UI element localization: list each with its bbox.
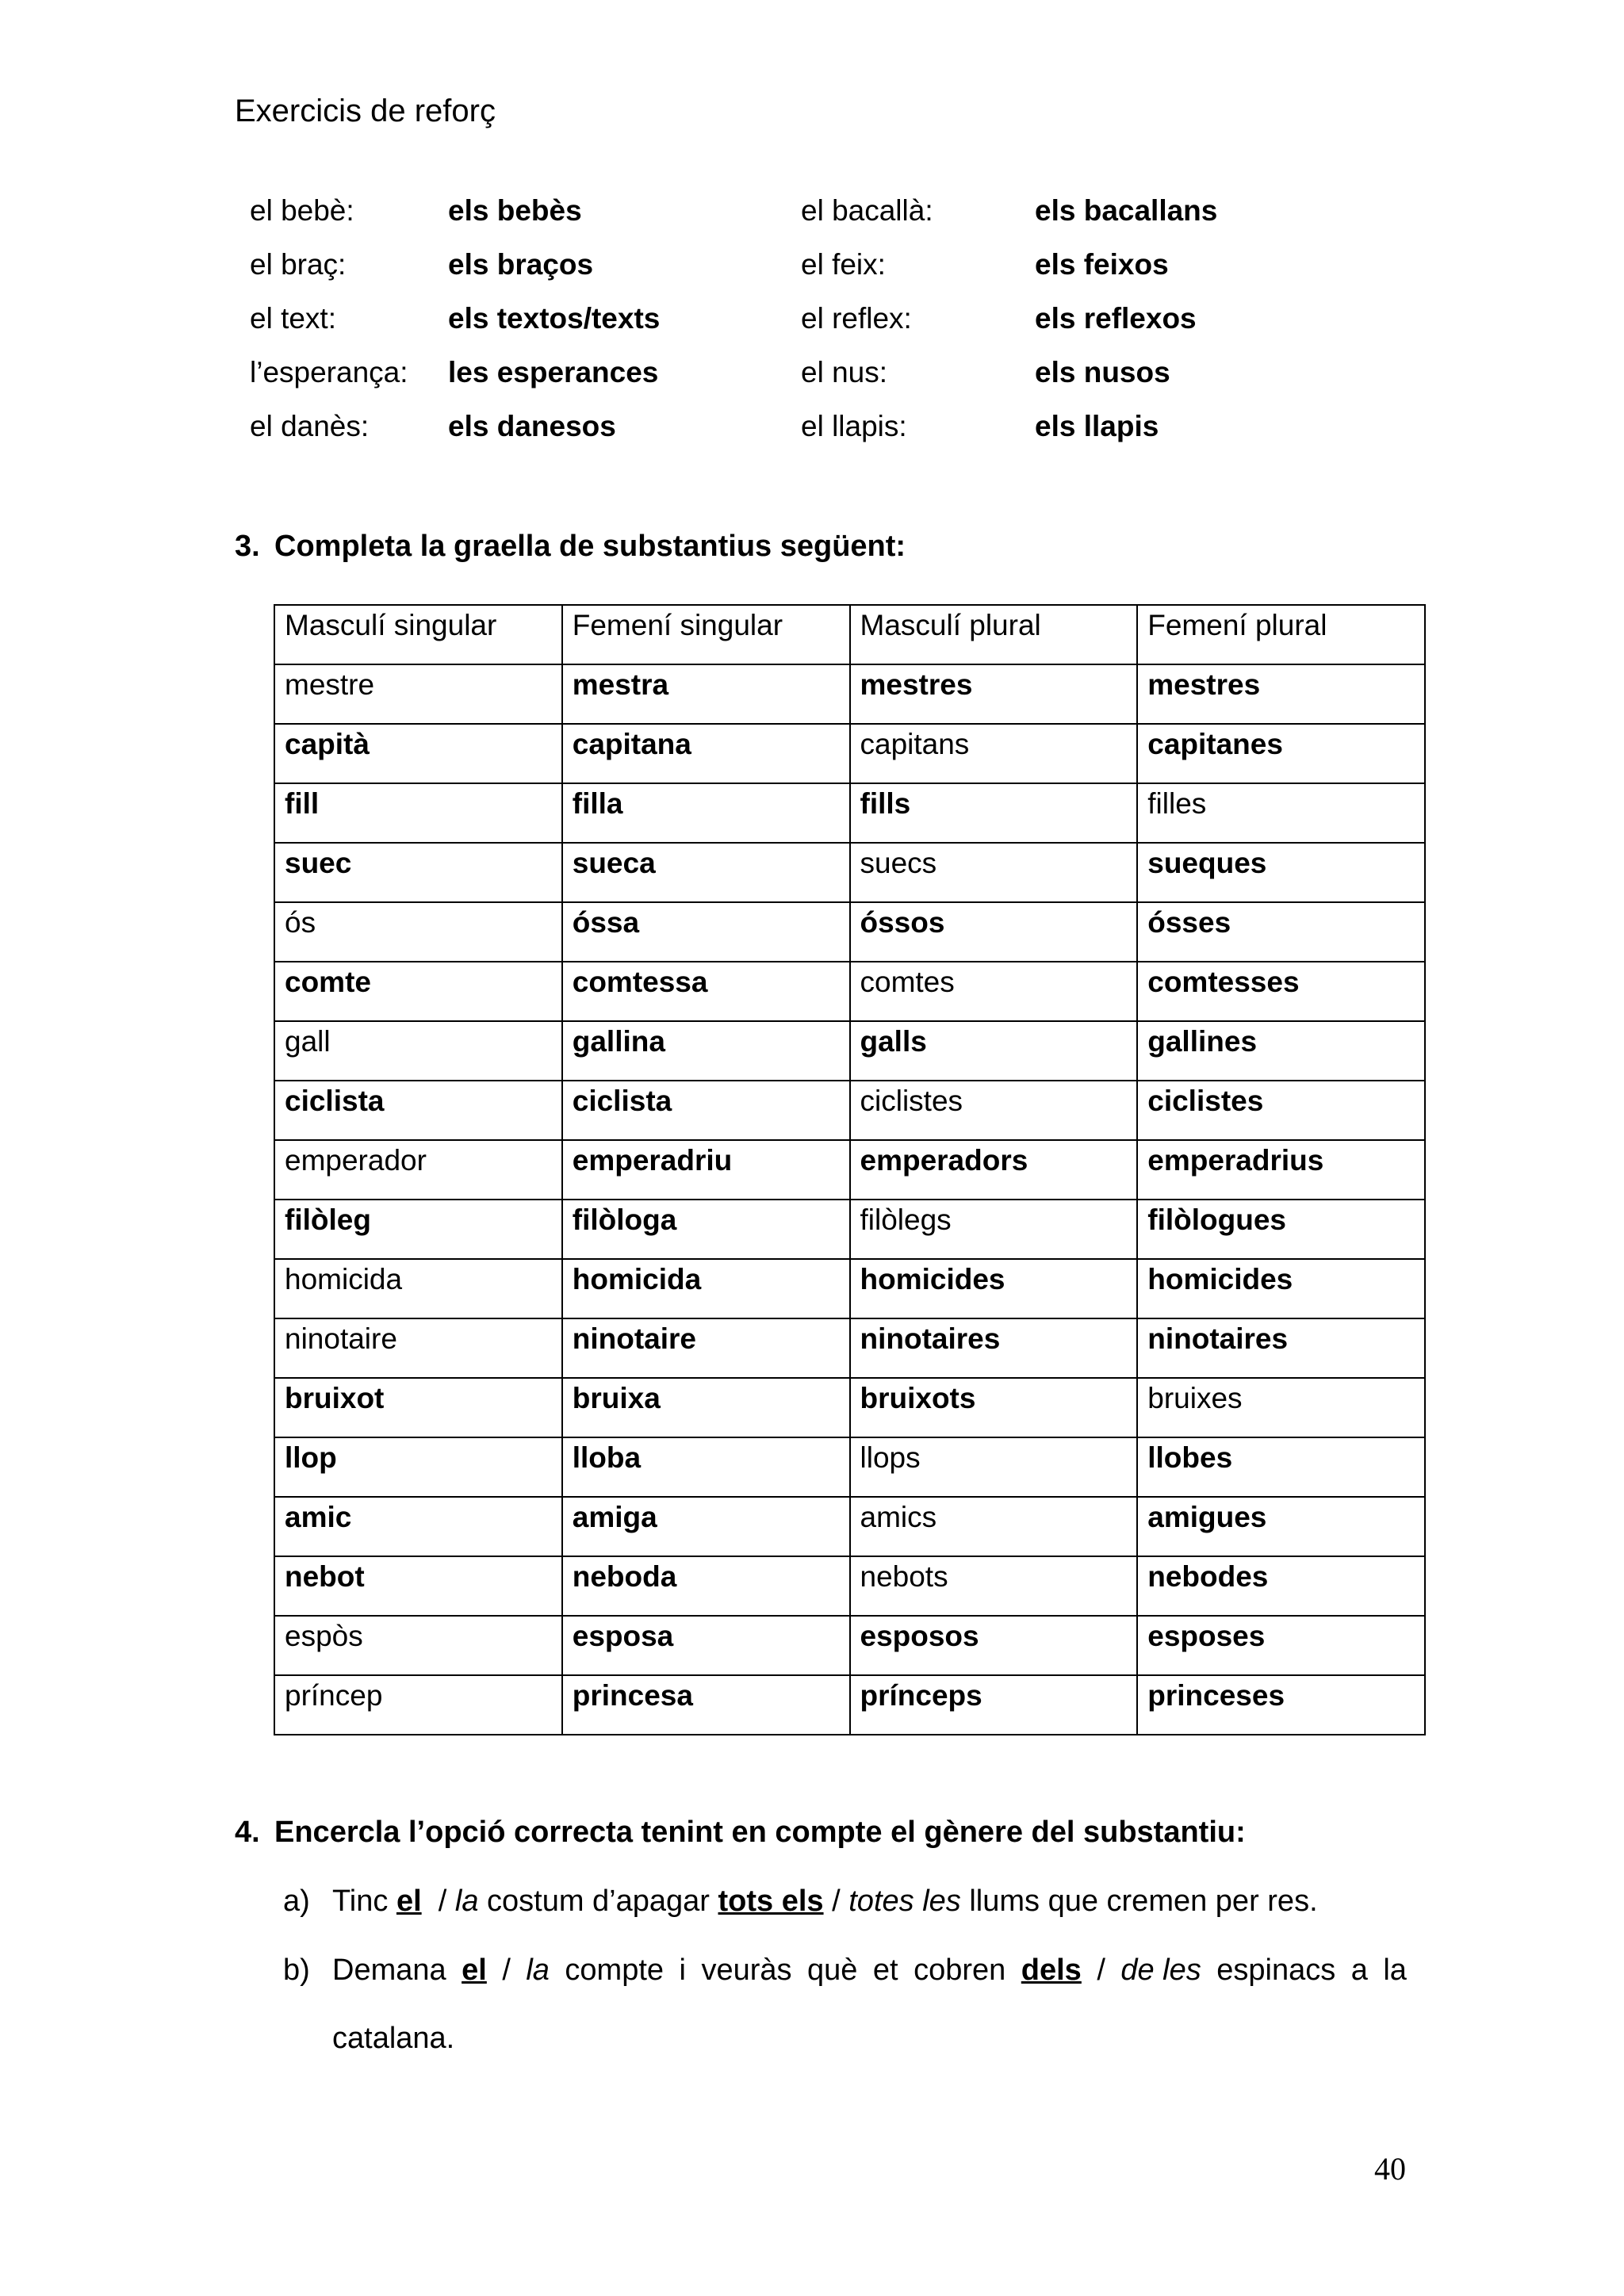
text-word: compte [565, 1954, 665, 1987]
grid-cell: príncep [274, 1675, 562, 1735]
page-number: 40 [1374, 2151, 1406, 2187]
plural-right: els nusos [1035, 356, 1170, 388]
table-row [274, 1437, 1425, 1497]
option-word[interactable]: de les [1120, 1954, 1201, 1987]
question-number: 3. [235, 530, 260, 563]
text-word: et [872, 1954, 898, 1987]
option-el[interactable]: el [396, 1885, 422, 1918]
grid-cell: llops [850, 1437, 1138, 1497]
grid-cell: lloba [562, 1437, 850, 1497]
plural-left: els braços [448, 248, 594, 281]
grid-cell: bruixot [274, 1378, 562, 1437]
grid-cell: ninotaires [850, 1318, 1138, 1378]
grid-cell: amics [850, 1497, 1138, 1556]
table-row [274, 902, 1425, 962]
text-segment: / [421, 1885, 455, 1918]
singular-right: el llapis: [801, 410, 907, 442]
table-row [274, 664, 1425, 724]
text-word: / [1097, 1954, 1105, 1987]
table-row [274, 1497, 1425, 1556]
grid-cell: ósses [1137, 902, 1425, 962]
text-segment: costum d’apagar [478, 1885, 718, 1918]
table-row [274, 1556, 1425, 1616]
grid-cell: comte [274, 962, 562, 1021]
grid-cell: filòlogues [1137, 1200, 1425, 1259]
table-row [274, 1675, 1425, 1735]
text-word: Demana [332, 1954, 446, 1987]
grid-cell: comtessa [562, 962, 850, 1021]
grid-cell: gallines [1137, 1021, 1425, 1081]
grid-cell: llop [274, 1437, 562, 1497]
text-word: veuràs [701, 1954, 792, 1987]
plural-right: els bacallans [1035, 194, 1218, 227]
grid-cell: prínceps [850, 1675, 1138, 1735]
grid-cell: filles [1137, 783, 1425, 843]
table-row [274, 1081, 1425, 1140]
grid-cell: esposes [1137, 1616, 1425, 1675]
text-word: i [679, 1954, 686, 1987]
grid-cell: amigues [1137, 1497, 1425, 1556]
grid-cell: gall [274, 1021, 562, 1081]
question-4-title [235, 1816, 1246, 1850]
table-row [274, 1259, 1425, 1318]
grid-cell: ciclistes [850, 1081, 1138, 1140]
grid-header-row [274, 605, 1425, 664]
grid-cell: princeses [1137, 1675, 1425, 1735]
grid-cell: emperadors [850, 1140, 1138, 1200]
grid-cell: ciclistes [1137, 1081, 1425, 1140]
grid-cell: filòlegs [850, 1200, 1138, 1259]
noun-grid [274, 604, 1426, 1735]
grid-cell: nebodes [1137, 1556, 1425, 1616]
grid-cell: suec [274, 843, 562, 902]
grid-cell: bruixes [1137, 1378, 1425, 1437]
singular-right: el reflex: [801, 302, 912, 335]
grid-cell: gallina [562, 1021, 850, 1081]
column-header: Masculí plural [850, 605, 1138, 664]
text-segment: / [823, 1885, 849, 1918]
grid-cell: amiga [562, 1497, 850, 1556]
table-row [274, 1021, 1425, 1081]
question-3-title [235, 530, 906, 564]
plural-left: els danesos [448, 410, 616, 442]
column-header: Femení singular [562, 605, 850, 664]
singular-left: el text: [250, 302, 336, 335]
grid-cell: ciclista [274, 1081, 562, 1140]
grid-cell: neboda [562, 1556, 850, 1616]
plural-left: els bebès [448, 194, 582, 227]
grid-cell: mestres [1137, 664, 1425, 724]
grid-cell: amic [274, 1497, 562, 1556]
table-row [274, 1616, 1425, 1675]
plural-right: els reflexos [1035, 302, 1197, 335]
text-segment: Tinc [332, 1885, 396, 1918]
grid-cell: mestre [274, 664, 562, 724]
table-row [274, 1140, 1425, 1200]
page-header: Exercicis de reforç [235, 94, 496, 128]
grid-cell: filòloga [562, 1200, 850, 1259]
singular-left: el danès: [250, 410, 370, 442]
grid-cell: comtesses [1137, 962, 1425, 1021]
option-word[interactable]: la [526, 1954, 550, 1987]
item-b [283, 1954, 1407, 1988]
text-word: la [1383, 1954, 1407, 1987]
table-row [274, 1318, 1425, 1378]
text-word: espinacs [1216, 1954, 1336, 1987]
option-totes-les[interactable]: totes les [848, 1885, 961, 1918]
grid-cell: ós [274, 902, 562, 962]
question-text: Completa la graella de substantius següent: [274, 530, 906, 563]
grid-cell: esposa [562, 1616, 850, 1675]
grid-cell: emperador [274, 1140, 562, 1200]
grid-cell: bruixots [850, 1378, 1138, 1437]
table-row [274, 843, 1425, 902]
grid-cell: mestra [562, 664, 850, 724]
grid-cell: esposos [850, 1616, 1138, 1675]
singular-left: el braç: [250, 248, 347, 281]
singular-left: el bebè: [250, 194, 354, 227]
question-number: 4. [235, 1816, 260, 1849]
grid-cell: homicides [1137, 1259, 1425, 1318]
table-row [274, 1378, 1425, 1437]
grid-cell: sueques [1137, 843, 1425, 902]
text-word: què [807, 1954, 858, 1987]
grid-cell: capitans [850, 724, 1138, 783]
grid-cell: homicides [850, 1259, 1138, 1318]
grid-cell: óssa [562, 902, 850, 962]
grid-cell: capitanes [1137, 724, 1425, 783]
table-row [274, 783, 1425, 843]
table-row [274, 1200, 1425, 1259]
grid-cell: fill [274, 783, 562, 843]
table-row [274, 962, 1425, 1021]
grid-cell: princesa [562, 1675, 850, 1735]
item-b-line-2: catalana. [332, 2022, 455, 2055]
item-a [283, 1885, 1318, 1919]
grid-cell: emperadrius [1137, 1140, 1425, 1200]
option-word[interactable]: el [462, 1954, 487, 1987]
grid-cell: ninotaire [274, 1318, 562, 1378]
plural-left: els textos/texts [448, 302, 661, 335]
singular-left: l’esperança: [250, 356, 408, 388]
grid-cell: sueca [562, 843, 850, 902]
question-text: Encercla l’opció correcta tenint en compte el gènere del substantiu: [274, 1816, 1246, 1849]
grid-cell: bruixa [562, 1378, 850, 1437]
grid-cell: emperadriu [562, 1140, 850, 1200]
singular-right: el nus: [801, 356, 888, 388]
text-word: / [502, 1954, 511, 1987]
grid-cell: ninotaires [1137, 1318, 1425, 1378]
table-row [274, 724, 1425, 783]
grid-cell: homicida [562, 1259, 850, 1318]
grid-cell: filòleg [274, 1200, 562, 1259]
grid-cell: llobes [1137, 1437, 1425, 1497]
item-b-line-1 [332, 1954, 1407, 1988]
plural-right: els feixos [1035, 248, 1169, 281]
grid-cell: ciclista [562, 1081, 850, 1140]
grid-cell: capitana [562, 724, 850, 783]
item-label: a) [283, 1885, 310, 1918]
option-word[interactable]: dels [1021, 1954, 1082, 1987]
plural-right: els llapis [1035, 410, 1159, 442]
grid-cell: ninotaire [562, 1318, 850, 1378]
text-segment: llums que cremen per res. [960, 1885, 1318, 1918]
option-tots-els[interactable]: tots els [718, 1885, 824, 1918]
grid-cell: galls [850, 1021, 1138, 1081]
grid-cell: suecs [850, 843, 1138, 902]
grid-cell: comtes [850, 962, 1138, 1021]
text-word: a [1350, 1954, 1368, 1987]
grid-cell: espòs [274, 1616, 562, 1675]
plural-left: les esperances [448, 356, 659, 388]
text-word: cobren [914, 1954, 1006, 1987]
singular-right: el feix: [801, 248, 886, 281]
grid-cell: nebots [850, 1556, 1138, 1616]
option-la[interactable]: la [454, 1885, 479, 1918]
item-label: b) [283, 1954, 310, 1987]
singular-right: el bacallà: [801, 194, 933, 227]
grid-cell: fills [850, 783, 1138, 843]
grid-cell: homicida [274, 1259, 562, 1318]
grid-cell: mestres [850, 664, 1138, 724]
column-header: Masculí singular [274, 605, 562, 664]
grid-cell: nebot [274, 1556, 562, 1616]
column-header: Femení plural [1137, 605, 1425, 664]
grid-cell: filla [562, 783, 850, 843]
grid-cell: capità [274, 724, 562, 783]
grid-cell: óssos [850, 902, 1138, 962]
